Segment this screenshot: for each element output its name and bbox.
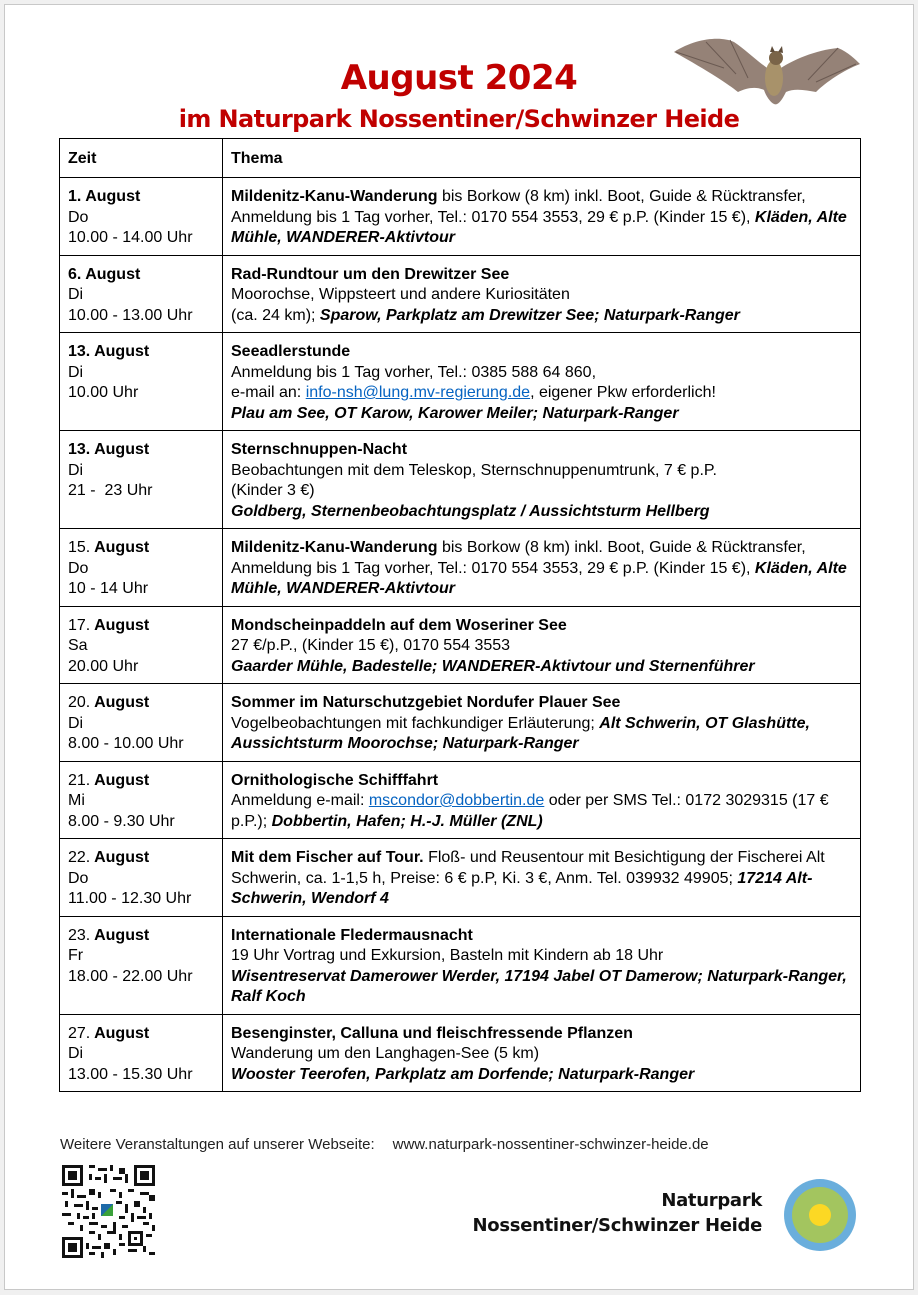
event-time-cell — [60, 761, 223, 839]
table-row — [60, 761, 861, 839]
event-date-month: August — [90, 539, 150, 556]
event-topic-cell — [223, 761, 861, 839]
event-date-day: 22. — [68, 849, 91, 866]
event-time-cell — [60, 606, 223, 684]
bat-icon — [666, 30, 862, 108]
event-title: Seeadlerstunde — [231, 343, 351, 360]
event-title: Mondscheinpaddeln auf dem Woseriner See — [231, 616, 567, 634]
event-description: bis Borkow (8 km) inkl. Boot, Guide & Rücktransfer, Anmeldung bis 1 Tag vorher, Tel.: 0170 554 3553, 29 € p.P. (Kinder 15 €), — [231, 539, 806, 577]
event-time-cell — [60, 1014, 223, 1092]
event-date-day: 27. — [68, 1024, 91, 1042]
event-description: Anmeldung bis 1 Tag vorher, Tel.: 0385 588 64 860, — [231, 363, 597, 381]
page-subtitle: im Naturpark Nossentiner/Schwinzer Heide — [178, 105, 740, 133]
event-time: 11.00 - 12.30 Uhr — [68, 890, 192, 907]
event-location: Alt Schwerin, OT Glashütte, Aussichtsturm Moorochse; Naturpark-Ranger — [231, 714, 810, 752]
table-row — [60, 431, 861, 529]
event-location: Kläden, Alte Mühle, WANDERER-Aktivtour — [231, 208, 847, 246]
event-location: Dobbertin, Hafen; H.-J. Müller (ZNL) — [271, 812, 543, 830]
park-name — [473, 1188, 762, 1238]
event-date-day: 20. — [68, 694, 91, 711]
event-time: 10.00 - 13.00 Uhr — [68, 306, 193, 324]
column-header-zeit: Zeit — [60, 139, 223, 178]
event-time-cell — [60, 333, 223, 431]
event-weekday: Fr — [68, 947, 84, 964]
email-label: Anmeldung e-mail: — [231, 792, 369, 809]
email-link[interactable]: info-nsh@lung.mv-regierung.de — [305, 384, 531, 401]
event-title: Ornithologische Schifffahrt — [231, 771, 439, 789]
event-date-month: August — [90, 694, 150, 711]
event-title: Mit dem Fischer auf Tour. — [231, 849, 424, 866]
event-time: 10.00 Uhr — [68, 384, 139, 401]
email-label: e-mail an: — [231, 384, 306, 401]
event-date: 6. August — [68, 265, 141, 283]
event-location: Wisentreservat Damerower Werder, 17194 Jabel OT Damerow; Naturpark-Ranger, Ralf Koch — [231, 967, 847, 1005]
event-description: 19 Uhr Vortrag und Exkursion, Basteln mit Kindern ab 18 Uhr — [231, 947, 664, 964]
event-time: 20.00 Uhr — [68, 657, 139, 675]
event-description: Moorochse, Wippsteert und andere Kuriositäten — [231, 286, 570, 303]
event-weekday: Mi — [68, 792, 85, 809]
event-weekday: Do — [68, 559, 89, 577]
table-row — [60, 529, 861, 607]
event-weekday: Sa — [68, 637, 88, 654]
event-date: 1. August — [68, 188, 141, 205]
event-location: Wooster Teerofen, Parkplatz am Dorfende; Naturpark-Ranger — [231, 1065, 695, 1083]
table-row — [60, 1014, 861, 1092]
event-date-month: August — [90, 849, 150, 866]
naturpark-logo-icon — [783, 1178, 857, 1252]
event-description: bis Borkow (8 km) inkl. Boot, Guide & Rücktransfer, Anmeldung bis 1 Tag vorher, Tel.: 0170 554 3553, 29 € p.P. (Kinder 15 €), — [231, 188, 806, 226]
event-topic-cell — [223, 529, 861, 607]
event-description: Floß- und Reusentour mit Besichtigung der Fischerei Alt Schwerin, ca. 1-1,5 h, Preise: 6 € p.P, Ki. 3 €, Anm. Tel. 039932 49905; — [231, 849, 825, 887]
park-name-line1: Naturpark — [661, 1190, 762, 1211]
event-date-day: 17. — [68, 616, 91, 634]
event-weekday: Do — [68, 869, 89, 887]
event-time-cell — [60, 916, 223, 1014]
event-date-day: 23. — [68, 926, 91, 944]
event-description: Beobachtungen mit dem Teleskop, Sternschnuppenumtrunk, 7 € p.P. — [231, 461, 717, 479]
event-date-day: 15. — [68, 539, 91, 556]
event-location: Goldberg, Sternenbeobachtungsplatz / Aussichtsturm Hellberg — [231, 502, 710, 520]
event-title: Besenginster, Calluna und fleischfressende Pflanzen — [231, 1024, 633, 1042]
event-time-cell — [60, 529, 223, 607]
event-time-cell — [60, 839, 223, 917]
event-topic-cell — [223, 684, 861, 762]
event-description: (ca. 24 km); — [231, 306, 320, 324]
event-time-cell — [60, 684, 223, 762]
website-link[interactable]: www.naturpark-nossentiner-schwinzer-heide.de — [392, 1136, 709, 1153]
event-time: 18.00 - 22.00 Uhr — [68, 967, 193, 985]
event-location: Sparow, Parkplatz am Drewitzer See; Naturpark-Ranger — [319, 306, 740, 324]
table-header-row — [60, 139, 861, 178]
event-location: Kläden, Alte Mühle, WANDERER-Aktivtour — [231, 559, 847, 597]
event-topic-cell — [223, 431, 861, 529]
event-location: 17214 Alt-Schwerin, Wendorf 4 — [231, 869, 813, 907]
table-row — [60, 255, 861, 333]
event-weekday: Di — [68, 363, 84, 381]
table-row — [60, 839, 861, 917]
page-title: August 2024 — [340, 58, 578, 98]
event-title: Sommer im Naturschutzgebiet Nordufer Plauer See — [231, 694, 621, 711]
event-time: 21 - 23 Uhr — [68, 482, 153, 499]
event-topic-cell — [223, 606, 861, 684]
table-row — [60, 916, 861, 1014]
event-time: 10 - 14 Uhr — [68, 580, 149, 597]
event-time-cell — [60, 255, 223, 333]
event-date: 13. August — [68, 441, 150, 458]
event-weekday: Di — [68, 714, 84, 732]
event-topic-cell — [223, 333, 861, 431]
event-date-month: August — [90, 771, 150, 789]
event-date-day: 21. — [68, 771, 91, 789]
event-description: 27 €/p.P., (Kinder 15 €), 0170 554 3553 — [231, 637, 511, 654]
event-description: Vogelbeobachtungen mit fachkundiger Erläuterung; — [231, 714, 600, 732]
event-topic-cell — [223, 255, 861, 333]
event-time-cell — [60, 178, 223, 256]
event-title: Mildenitz-Kanu-Wanderung — [231, 539, 438, 556]
event-title: Sternschnuppen-Nacht — [231, 441, 408, 458]
event-time: 8.00 - 10.00 Uhr — [68, 735, 184, 752]
event-description: , eigener Pkw erforderlich! — [530, 384, 716, 401]
event-weekday: Di — [68, 461, 84, 479]
column-header-thema: Thema — [223, 139, 861, 178]
event-description: Wanderung um den Langhagen-See (5 km) — [231, 1045, 540, 1062]
qr-code-icon[interactable] — [62, 1165, 155, 1258]
event-description: oder per SMS Tel.: 0172 3029315 (17 € p.P.); — [231, 792, 829, 830]
footer-note-text: Weitere Veranstaltungen auf unserer Webseite: — [60, 1136, 375, 1153]
event-title: Internationale Fledermausnacht — [231, 926, 473, 944]
event-location: Plau am See, OT Karow, Karower Meiler; Naturpark-Ranger — [231, 404, 679, 422]
event-date: 13. August — [68, 343, 150, 360]
table-row — [60, 333, 861, 431]
table-row — [60, 684, 861, 762]
event-topic-cell — [223, 916, 861, 1014]
event-date-month: August — [90, 926, 150, 944]
table-row — [60, 606, 861, 684]
event-weekday: Di — [68, 1045, 84, 1062]
email-link[interactable]: mscondor@dobbertin.de — [368, 792, 545, 809]
park-name-line2: Nossentiner/Schwinzer Heide — [472, 1215, 762, 1236]
table-row — [60, 178, 861, 256]
event-topic-cell — [223, 178, 861, 256]
event-weekday: Do — [68, 208, 89, 226]
event-time: 8.00 - 9.30 Uhr — [68, 812, 175, 830]
event-time: 10.00 - 14.00 Uhr — [68, 229, 193, 246]
event-weekday: Di — [68, 286, 84, 303]
event-title: Mildenitz-Kanu-Wanderung — [231, 188, 438, 205]
event-description: (Kinder 3 €) — [231, 482, 315, 499]
event-date-month: August — [90, 1024, 150, 1042]
event-location: Gaarder Mühle, Badestelle; WANDERER-Aktivtour und Sternenführer — [231, 657, 755, 675]
event-time: 13.00 - 15.30 Uhr — [68, 1065, 193, 1083]
event-time-cell — [60, 431, 223, 529]
event-topic-cell — [223, 1014, 861, 1092]
event-topic-cell — [223, 839, 861, 917]
footer-website-note — [60, 1136, 709, 1153]
events-table — [59, 138, 861, 1092]
event-date-month: August — [90, 616, 150, 634]
event-title: Rad-Rundtour um den Drewitzer See — [231, 265, 510, 283]
